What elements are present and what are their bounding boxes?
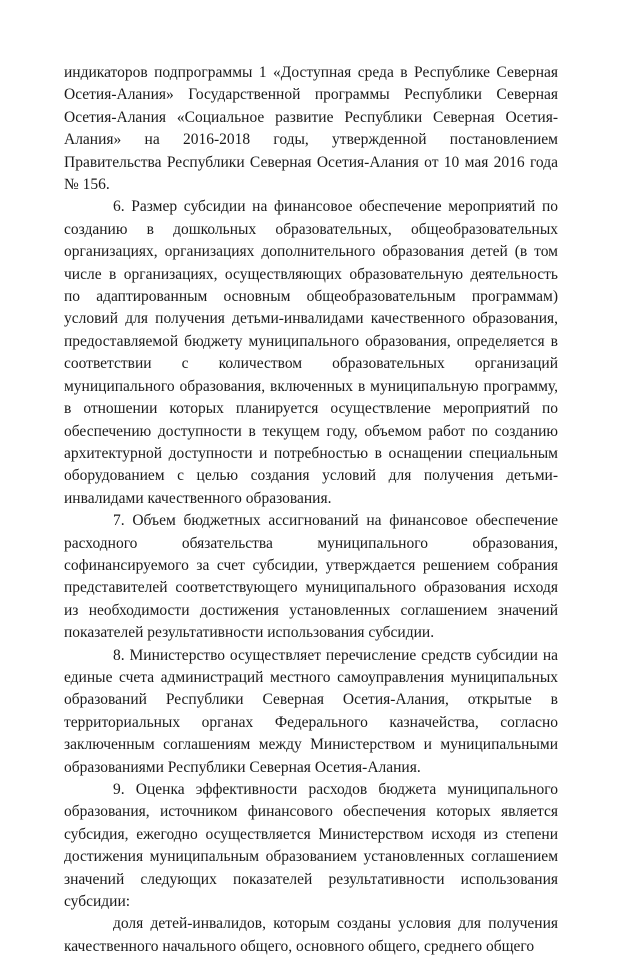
paragraph-continuation: индикаторов подпрограммы 1 «Доступная среда в Республике Северная Осетия-Алания» Государственной программы Республики Северная Осетия-Алания «Социальное развитие Республики Северная Осетия-Алания» на 2016-2018 годы, утвержденной постановлением Правительства Республики Северная Осетия-Алания от 10 мая 2016 года № 156. — [64, 64, 558, 194]
paragraph-indicator-list-item: доля детей-инвалидов, которым созданы условия для получения качественного начального общего, основного общего, среднего общего — [64, 915, 558, 955]
paragraph-item-8: 8. Министерство осуществляет перечисление средств субсидии на единые счета администраций местного самоуправления муниципальных образований Республики Северная Осетия-Алания, открытые в территориальных органах Федерального казначейства, согласно заключенным соглашениям между Министерством и муниципальными образованиями Республики Северная Осетия-Алания. — [64, 646, 558, 776]
document-body — [64, 62, 558, 958]
paragraph-item-9: 9. Оценка эффективности расходов бюджета муниципального образования, источником финансового обеспечения которых является субсидия, ежегодно осуществляется Министерством исходя из степени достижения муниципальным образованием установленных соглашением значений следующих показателей результативности использования субсидии: — [64, 781, 558, 911]
paragraph-item-7: 7. Объем бюджетных ассигнований на финансовое обеспечение расходного обязательства муниципального образования, софинансируемого за счет субсидии, утверждается решением собрания представителей соответствующего муниципального образования исходя из необходимости достижения установленных соглашением значений показателей результативности использования субсидии. — [64, 512, 558, 642]
paragraph-item-6: 6. Размер субсидии на финансовое обеспечение мероприятий по созданию в дошкольных образовательных, общеобразовательных организациях, организациях дополнительного образования детей (в том числе в организациях, осуществляющих образовательную деятельность по адаптированным основным общеобразовательным программам) условий для получения детьми-инвалидами качественного образования, предоставляемой бюджету муниципального образования, определяется в соответствии с количеством образовательных организаций муниципального образования, включенных в муниципальную программу, в отношении которых планируется осуществление мероприятий по обеспечению доступности в текущем году, объемом работ по созданию архитектурной доступности и потребностью в оснащении специальным оборудованием с целью создания условий для получения детьми-инвалидами качественного образования. — [64, 198, 558, 507]
